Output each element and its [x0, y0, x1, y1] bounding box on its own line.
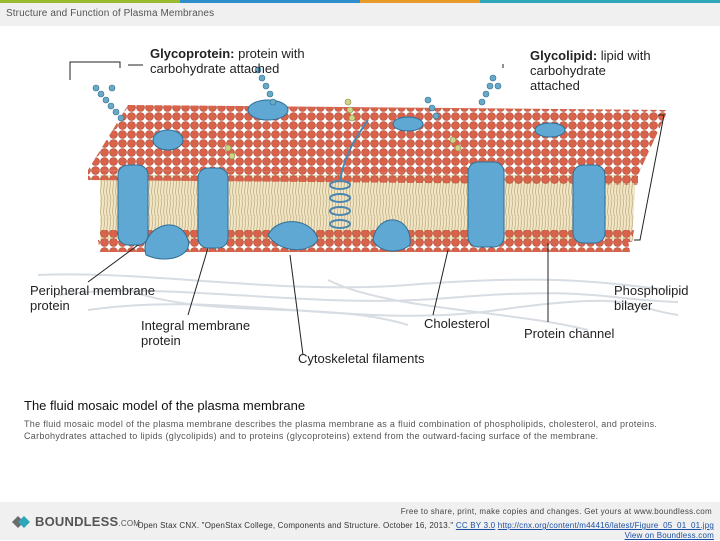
glycoprotein-label	[150, 46, 305, 76]
glycoprotein-def-2: carbohydrate attached	[150, 61, 280, 76]
glycolipid-def-1: lipid with	[597, 48, 651, 63]
peripheral-protein-label	[30, 283, 155, 313]
accent-teal	[480, 0, 720, 3]
glycoprotein-term: Glycoprotein:	[150, 46, 235, 61]
accent-blue	[180, 0, 360, 3]
glycolipid-term: Glycolipid:	[530, 48, 598, 63]
free-to-share-text: Free to share, print, make copies and changes. Get yours at www.boundless.com	[400, 507, 712, 516]
boundless-logo-icon	[12, 515, 30, 529]
glycolipid-label	[530, 48, 651, 93]
boundless-logo	[12, 514, 140, 529]
slide-title: Structure and Function of Plasma Membranes	[6, 8, 215, 19]
cytoskeletal-filaments-label: Cytoskeletal filaments	[298, 351, 425, 366]
integral-line-1: Integral membrane	[141, 318, 251, 333]
phospholipid-line-2: bilayer	[614, 298, 653, 313]
accent-green	[0, 0, 180, 3]
integral-protein-label	[141, 318, 250, 348]
source-link[interactable]: http://cnx.org/content/m44416/latest/Figure_05_01_01.jpg	[497, 521, 714, 530]
figure-description: The fluid mosaic model of the plasma membrane describes the plasma membrane as a fluid combination of phospholipids, cholesterol, and proteins. Carbohydrates attached to lipids (glycolipids) and to proteins (glycoproteins) extend from the outward-facing surface of the membrane.	[24, 419, 658, 441]
logo-text	[35, 514, 140, 529]
peripheral-line-1: Peripheral membrane	[30, 283, 156, 298]
membrane-figure	[28, 40, 690, 370]
title-bar	[0, 0, 720, 26]
glycolipid-def-3: attached	[530, 78, 580, 93]
glycolipid-def-2: carbohydrate	[530, 63, 606, 78]
cholesterol-label: Cholesterol	[424, 316, 490, 331]
attribution	[134, 521, 714, 541]
protein-channel-label: Protein channel	[524, 326, 615, 341]
accent-orange	[360, 0, 480, 3]
peripheral-line-2: protein	[30, 298, 70, 313]
logo-word: BOUNDLESS	[35, 514, 119, 529]
integral-line-2: protein	[141, 333, 181, 348]
figure-caption: The fluid mosaic model of the plasma membrane	[24, 398, 306, 413]
logo-suffix: .COM	[118, 519, 141, 528]
license-link[interactable]: CC BY 3.0	[455, 521, 496, 530]
glycoprotein-def-1: protein with	[234, 46, 305, 61]
attribution-text: Open Stax CNX. "OpenStax College, Components and Structure. October 16, 2013."	[137, 521, 454, 530]
view-on-boundless-link[interactable]: View on Boundless.com	[624, 531, 714, 540]
phospholipid-line-1: Phospholipid	[614, 283, 689, 298]
phospholipid-bilayer-label	[614, 283, 688, 313]
